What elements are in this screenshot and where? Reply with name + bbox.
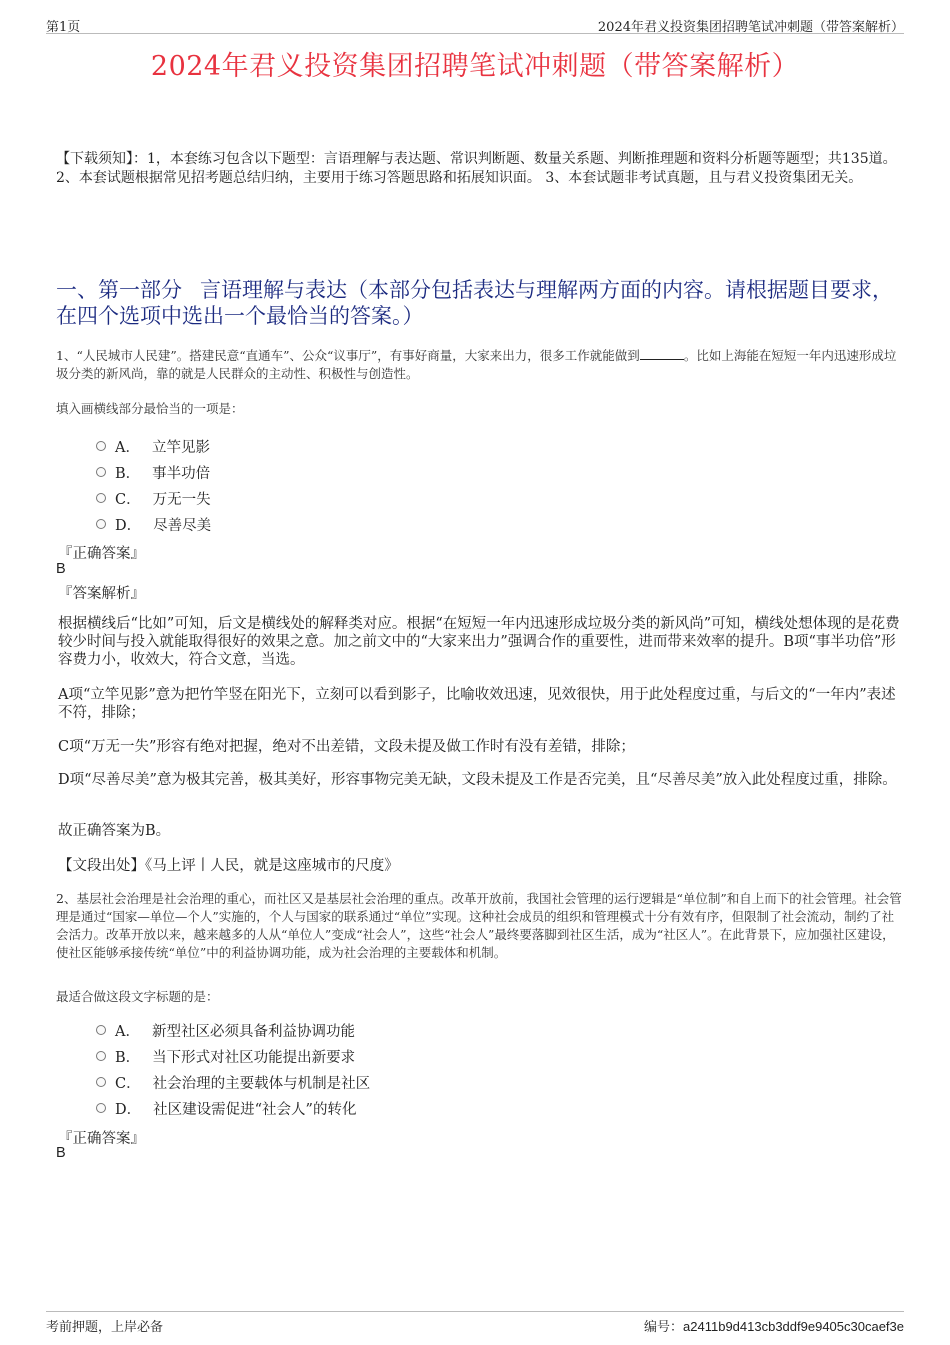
radio-icon[interactable] — [96, 441, 106, 451]
option-text: 当下形式对社区功能提出新要求 — [152, 1049, 356, 1066]
section-text: 言语理解与表达（本部分包括表达与理解两方面的内容。请根据题目要求，在四个选项中选出一个最恰当的答案。） — [56, 278, 893, 328]
code-label: 编号： — [644, 1320, 684, 1335]
code-value: a2411b9d413cb3ddf9e9405c30caef3e — [683, 1319, 904, 1334]
question-1-option-b[interactable] — [96, 462, 210, 482]
analysis-label: 『答案解析』 — [58, 586, 145, 602]
option-letter: A． — [115, 1023, 140, 1040]
option-text: 尽善尽美 — [153, 517, 212, 534]
question-1-stem-a: 1、“人民城市人民建”。搭建民意“直通车”、公众“议事厅”，有事好商量，大家来出力，很多工作就能做到 — [56, 348, 640, 363]
header-doc-title: 2024年君义投资集团招聘笔试冲刺题（带答案解析） — [597, 20, 904, 35]
answer-label: 『正确答案』 — [58, 1131, 145, 1147]
option-text: 社区建设需促进“社会人”的转化 — [153, 1101, 357, 1118]
option-letter: D． — [115, 1101, 142, 1118]
radio-icon[interactable] — [96, 519, 106, 529]
question-2-option-b[interactable] — [96, 1046, 355, 1066]
radio-icon[interactable] — [96, 1025, 106, 1035]
option-text: 万无一失 — [152, 491, 211, 508]
footer-slogan: 考前押题，上岸必备 — [46, 1320, 164, 1335]
question-2-option-a[interactable] — [96, 1020, 355, 1040]
page-title: 2024年君义投资集团招聘笔试冲刺题（带答案解析） — [150, 51, 800, 82]
analysis-paragraph: C项“万无一失”形容有绝对把握，绝对不出差错，文段未提及做工作时有没有差错，排除； — [58, 739, 635, 755]
section-heading — [56, 277, 906, 329]
answer-value: B — [56, 561, 66, 577]
question-1-option-a[interactable] — [96, 436, 210, 456]
footer-code — [644, 1316, 904, 1335]
question-1-stem — [56, 347, 906, 383]
question-2-prompt: 最适合做这段文字标题的是： — [56, 989, 219, 1004]
option-text: 事半功倍 — [152, 465, 211, 482]
fill-blank — [640, 348, 684, 360]
question-1-stem-b: 。比如上海能在短短一年内迅速形成垃圾分类的新风尚，靠的就是人民群众的主动性、积极性与创造性。 — [56, 348, 897, 381]
text-source: 【文段出处】《马上评丨人民，就是这座城市的尺度》 — [58, 858, 399, 874]
option-text: 立竿见影 — [151, 439, 210, 456]
section-prefix: 一、第一部分 — [56, 278, 182, 302]
question-2-option-c[interactable] — [96, 1072, 370, 1092]
question-1-option-d[interactable] — [96, 514, 211, 534]
analysis-paragraph: D项“尽善尽美”意为极其完善，极其美好，形容事物完美无缺，文段未提及工作是否完美，且“尽善尽美”放入此处程度过重，排除。 — [58, 772, 897, 788]
answer-label: 『正确答案』 — [58, 546, 145, 562]
answer-value: B — [56, 1145, 66, 1161]
question-1-option-c[interactable] — [96, 488, 211, 508]
option-letter: C． — [115, 1075, 141, 1092]
radio-icon[interactable] — [96, 1077, 106, 1087]
option-text: 新型社区必须具备利益协调功能 — [151, 1023, 355, 1040]
analysis-conclusion: 故正确答案为B。 — [58, 823, 171, 839]
page-footer — [46, 1311, 904, 1333]
page-number: 第1页 — [46, 20, 81, 35]
radio-icon[interactable] — [96, 1051, 106, 1061]
analysis-paragraph: A项“立竿见影”意为把竹竿竖在阳光下，立刻可以看到影子，比喻收效迅速，见效很快，用于此处程度过重，与后文的“一年内”表述不符，排除； — [58, 687, 896, 721]
radio-icon[interactable] — [96, 1103, 106, 1113]
page-header — [46, 14, 904, 34]
option-text: 社会治理的主要载体与机制是社区 — [152, 1075, 371, 1092]
question-2-stem: 2、基层社会治理是社会治理的重心，而社区又是基层社会治理的重点。改革开放前，我国社会管理的运行逻辑是“单位制”和自上而下的社会管理。社会管理是通过“国家—单位—个人”实施的，个人与国家的联系通过“单位”实现。这种社会成员的组织和管理模式十分有效有序，但限制了社会流动，制约了社会活力。改革开放以来，越来越多的人从“单位人”变成“社会人”，这些“社会人”最终要落脚到社区生活，成为“社区人”。在此背景下，应加强社区建设，使社区能够承接传统“单位”中的利益协调功能，成为社会治理的主要载体和机制。 — [56, 891, 902, 960]
option-letter: C． — [115, 491, 141, 508]
option-letter: A． — [115, 439, 140, 456]
option-letter: D． — [115, 517, 142, 534]
question-2-option-d[interactable] — [96, 1098, 356, 1118]
download-notice: 【下载须知】：1，本套练习包含以下题型：言语理解与表达题、常识判断题、数量关系题、判断推理题和资料分析题等题型；共135道。 2、本套试题根据常见招考题总结归纳，主要用于练习答题思路和拓展知识面。 3、本套试题非考试真题，且与君义投资集团无关。 — [56, 151, 897, 186]
question-1-prompt: 填入画横线部分最恰当的一项是： — [56, 401, 244, 416]
option-letter: B． — [115, 1049, 141, 1066]
option-letter: B． — [115, 465, 141, 482]
radio-icon[interactable] — [96, 493, 106, 503]
analysis-paragraph: 根据横线后“比如”可知，后文是横线处的解释类对应。根据“在短短一年内迅速形成垃圾分类的新风尚”可知，横线处想体现的是花费较少时间与投入就能取得很好的效果之意。加之前文中的“大家来出力”强调合作的重要性，进而带来效率的提升。B项“事半功倍”形容费力小，收效大，符合文意，当选。 — [58, 616, 900, 668]
radio-icon[interactable] — [96, 467, 106, 477]
